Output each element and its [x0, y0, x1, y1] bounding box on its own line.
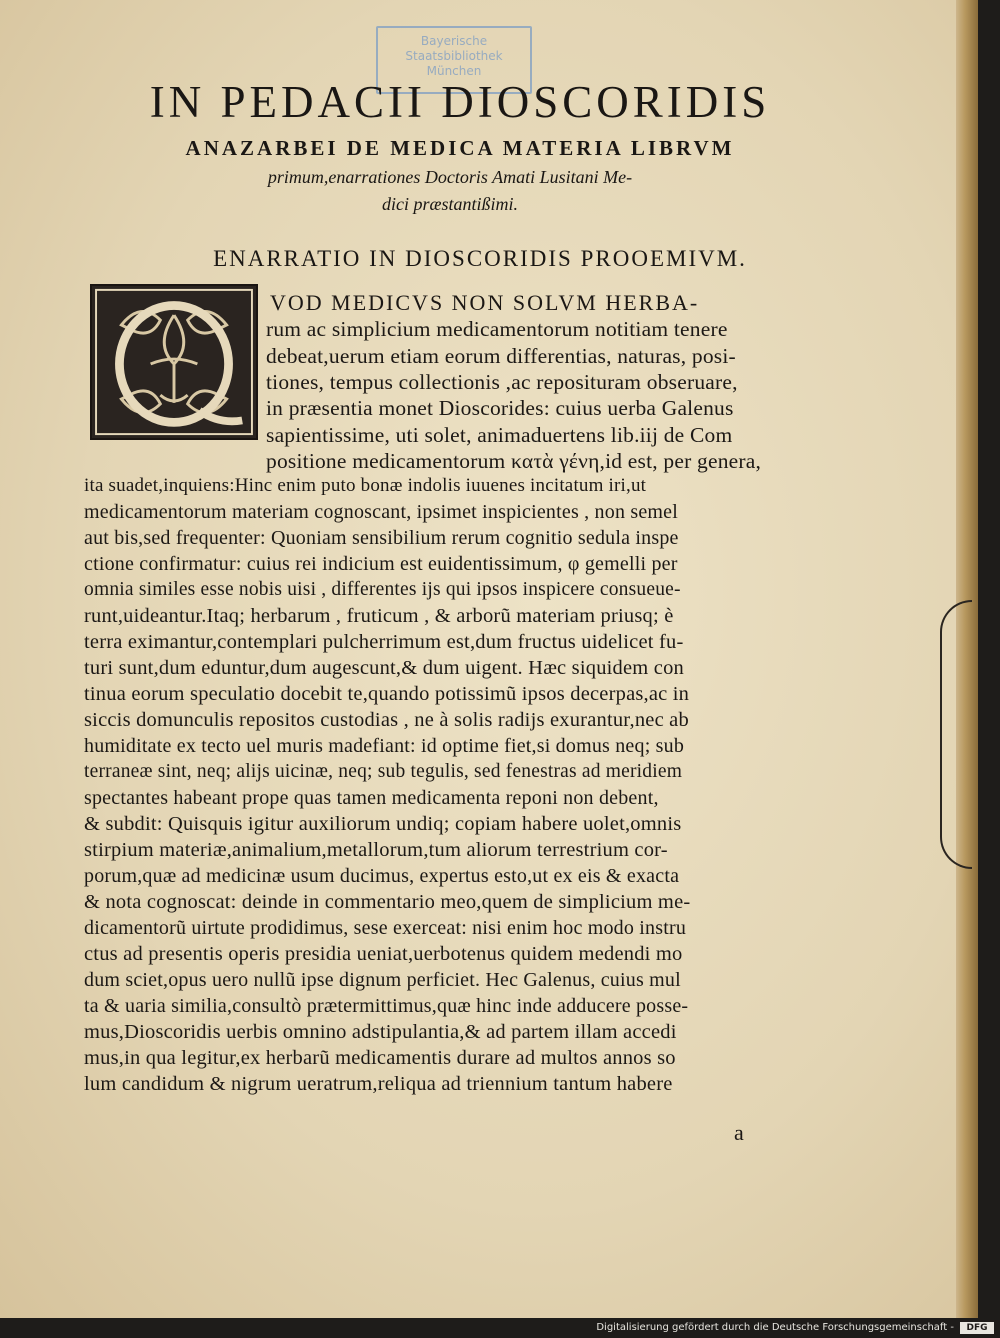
text-line: mus,in qua legitur,ex herbarũ medicamentis durare ad multos annos so: [84, 1047, 676, 1069]
text-line: porum,quæ ad medicinæ usum ducimus, expertus esto,ut ex eis & exacta: [84, 865, 680, 887]
text-line: terra eximantur,contemplari pulcherrimum est,dum fructus uidelicet fu-: [84, 631, 684, 653]
text-line: siccis domunculis repositos custodias , ne à solis radijs exurantur,nec ab: [84, 709, 689, 731]
text-line: VOD MEDICVS NON SOLVM HERBA-: [270, 290, 700, 315]
text-line: ita suadet,inquiens:Hinc enim puto bonæ indolis iuuenes incitatum iri,ut: [84, 475, 647, 496]
text-line: ctione confirmatur: cuius rei indicium est euidentissimum, φ gemelli per: [84, 553, 678, 575]
title-line-1: IN PEDACII DIOSCORIDIS: [149, 77, 771, 127]
text-line: tinua eorum speculatio docebit te,quando potissimũ ipsos decerpas,ac in: [84, 683, 690, 705]
page-clip: [940, 600, 972, 869]
text-line: runt,uideantur.Itaq; herbarum , fruticum , & arborũ materiam priusq; è: [84, 605, 674, 627]
title-line-3: primum,enarrationes Doctoris Amati Lusitani Me-: [267, 167, 633, 187]
footer-bar: [0, 1318, 1000, 1338]
dfg-logo: DFG: [960, 1322, 994, 1334]
text-line: debeat,uerum etiam eorum differentias, naturas, posi-: [266, 344, 736, 368]
title-line-4: dici præstantißimi.: [381, 194, 518, 214]
text-line: mus,Dioscoridis uerbis omnino adstipulantia,& ad partem illam accedi: [84, 1021, 677, 1043]
text-line: rum ac simplicium medicamentorum notitiam tenere: [266, 317, 728, 341]
text-line: dicamentorũ uirtute prodidimus, sese exerceat: nisi enim hoc modo instru: [84, 917, 687, 939]
text-line: turi sunt,dum eduntur,dum augescunt,& dum uigent. Hæc siquidem con: [84, 657, 684, 679]
text-line: positione medicamentorum κατὰ γένη,id est, per genera,: [266, 449, 762, 473]
stamp-line: München: [426, 64, 482, 78]
text-line: ta & uaria similia,consultò prætermittimus,quæ hinc inde adducere posse-: [84, 995, 689, 1017]
text-line: sapientissime, uti solet, animaduertens lib.iij de Com: [266, 423, 733, 447]
text-line: tiones, tempus collectionis ,ac reposituram obseruare,: [266, 370, 738, 394]
text-line: humiditate ex tecto uel muris madefiant: id optime fiet,si domus neq; sub: [84, 735, 685, 757]
stamp-line: Bayerische: [420, 34, 488, 48]
footer-credit: Digitalisierung gefördert durch die Deutsche Forschungsgemeinschaft -: [596, 1322, 954, 1333]
text-line: lum candidum & nigrum ueratrum,reliqua ad triennium tantum habere: [84, 1073, 673, 1095]
text-line: aut bis,sed frequenter: Quoniam sensibilium rerum cognitio sedula inspe: [84, 527, 679, 549]
text-line: ctus ad presentis operis presidia ueniat,uerbotenus quidem medendi mo: [84, 943, 683, 965]
text-line: in præsentia monet Dioscorides: cuius uerba Galenus: [266, 396, 734, 420]
decorated-initial-q: [90, 284, 258, 440]
text-line: & nota cognoscat: deinde in commentario meo,quem de simplicium me-: [84, 891, 691, 913]
title-line-2: ANAZARBEI DE MEDICA MATERIA LIBRVM: [185, 136, 735, 160]
ornament-icon: [92, 286, 256, 438]
text-line: stirpium materiæ,animalium,metallorum,tum aliorum terrestrium cor-: [84, 839, 668, 861]
text-line: & subdit: Quisquis igitur auxiliorum undiq; copiam habere uolet,omnis: [84, 813, 682, 835]
text-line: dum sciet,opus uero nullũ ipse dignum perficiet. Hec Galenus, cuius mul: [84, 969, 681, 991]
section-heading: ENARRATIO IN DIOSCORIDIS PROOEMIVM.: [213, 246, 747, 271]
stamp-line: Staatsbibliothek: [405, 49, 503, 63]
text-line: medicamentorum materiam cognoscant, ipsimet inspicientes , non semel: [84, 501, 679, 523]
text-line: omnia similes esse nobis uisi , differentes ijs qui ipsos inspicere consueue-: [84, 579, 681, 600]
text-line: spectantes habeant prope quas tamen medicamenta reponi non debent,: [84, 787, 659, 809]
text-line: terraneæ sint, neq; alijs uicinæ, neq; sub tegulis, sed fenestras ad meridiem: [84, 761, 683, 782]
signature-mark: a: [734, 1120, 744, 1145]
